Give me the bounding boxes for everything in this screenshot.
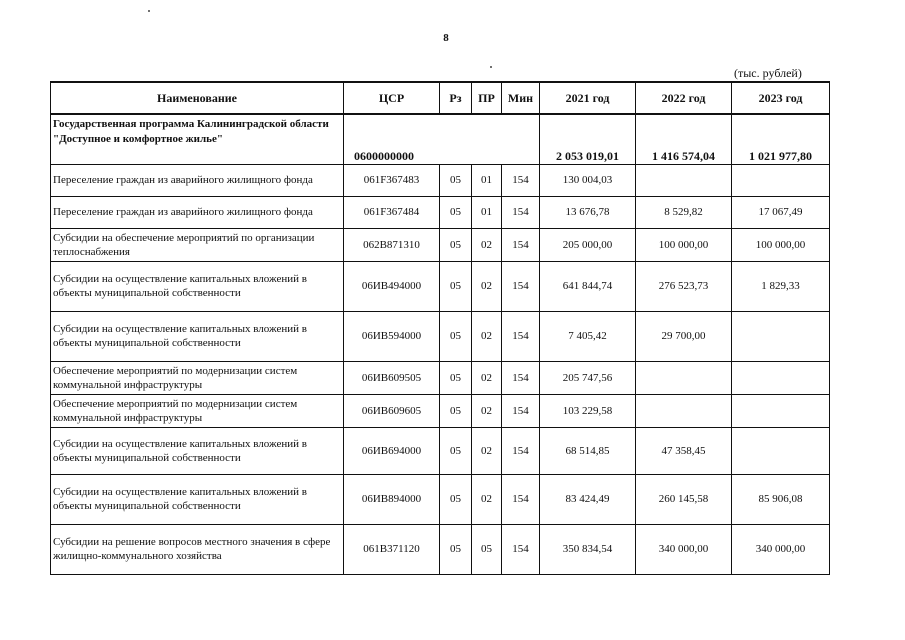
row-2021: 103 229,58 bbox=[540, 394, 636, 427]
col-header-rz: Рз bbox=[440, 82, 472, 114]
row-csr: 061В371120 bbox=[344, 524, 440, 574]
row-2022: 260 145,58 bbox=[636, 474, 732, 524]
table-row bbox=[51, 311, 830, 361]
table-row bbox=[51, 361, 830, 394]
col-header-min: Мин bbox=[502, 82, 540, 114]
row-name: Обеспечение мероприятий по модернизации систем коммунальной инфраструктуры bbox=[51, 361, 344, 394]
table-row bbox=[51, 228, 830, 261]
row-rz: 05 bbox=[440, 196, 472, 228]
row-name: Переселение граждан из аварийного жилищного фонда bbox=[51, 164, 344, 196]
row-2023: 340 000,00 bbox=[732, 524, 830, 574]
row-pr: 01 bbox=[472, 164, 502, 196]
col-header-2023: 2023 год bbox=[732, 82, 830, 114]
units-label: (тыс. рублей) bbox=[734, 66, 802, 80]
row-name: Субсидии на осуществление капитальных вложений в объекты муниципальной собственности bbox=[51, 427, 344, 474]
row-2022: 29 700,00 bbox=[636, 311, 732, 361]
row-csr: 061F367484 bbox=[344, 196, 440, 228]
row-min: 154 bbox=[502, 311, 540, 361]
row-rz: 05 bbox=[440, 361, 472, 394]
table-row bbox=[51, 164, 830, 196]
row-2023 bbox=[732, 361, 830, 394]
program-2021: 2 053 019,01 bbox=[540, 114, 636, 164]
row-name: Субсидии на осуществление капитальных вложений в объекты муниципальной собственности bbox=[51, 311, 344, 361]
col-header-csr: ЦСР bbox=[344, 82, 440, 114]
row-2023: 100 000,00 bbox=[732, 228, 830, 261]
row-pr: 02 bbox=[472, 228, 502, 261]
program-min bbox=[502, 114, 540, 164]
row-min: 154 bbox=[502, 196, 540, 228]
row-2021: 130 004,03 bbox=[540, 164, 636, 196]
row-min: 154 bbox=[502, 261, 540, 311]
col-header-name: Наименование bbox=[51, 82, 344, 114]
budget-table bbox=[50, 81, 830, 575]
row-2021: 205 000,00 bbox=[540, 228, 636, 261]
row-min: 154 bbox=[502, 228, 540, 261]
row-2022: 8 529,82 bbox=[636, 196, 732, 228]
table-row bbox=[51, 427, 830, 474]
row-rz: 05 bbox=[440, 427, 472, 474]
row-pr: 01 bbox=[472, 196, 502, 228]
row-rz: 05 bbox=[440, 474, 472, 524]
row-min: 154 bbox=[502, 164, 540, 196]
scan-speck bbox=[148, 10, 150, 12]
row-pr: 02 bbox=[472, 361, 502, 394]
row-pr: 02 bbox=[472, 261, 502, 311]
row-2021: 205 747,56 bbox=[540, 361, 636, 394]
row-min: 154 bbox=[502, 524, 540, 574]
row-rz: 05 bbox=[440, 311, 472, 361]
header-row bbox=[51, 82, 830, 114]
page-number: 8 bbox=[443, 32, 449, 44]
row-rz: 05 bbox=[440, 394, 472, 427]
row-min: 154 bbox=[502, 427, 540, 474]
row-pr: 02 bbox=[472, 427, 502, 474]
row-pr: 02 bbox=[472, 311, 502, 361]
row-2023 bbox=[732, 311, 830, 361]
row-name: Субсидии на обеспечение мероприятий по организации теплоснабжения bbox=[51, 228, 344, 261]
row-name: Субсидии на осуществление капитальных вложений в объекты муниципальной собственности bbox=[51, 261, 344, 311]
program-name: Государственная программа Калининградской области "Доступное и комфортное жилье" bbox=[51, 114, 344, 164]
table-row bbox=[51, 474, 830, 524]
row-2022 bbox=[636, 361, 732, 394]
table-row bbox=[51, 394, 830, 427]
row-rz: 05 bbox=[440, 164, 472, 196]
program-pr bbox=[472, 114, 502, 164]
row-2022 bbox=[636, 394, 732, 427]
table-row bbox=[51, 196, 830, 228]
row-pr: 02 bbox=[472, 394, 502, 427]
col-header-2022: 2022 год bbox=[636, 82, 732, 114]
row-csr: 06ИВ894000 bbox=[344, 474, 440, 524]
row-2022: 340 000,00 bbox=[636, 524, 732, 574]
row-min: 154 bbox=[502, 474, 540, 524]
row-2022: 276 523,73 bbox=[636, 261, 732, 311]
program-rz bbox=[440, 114, 472, 164]
row-2021: 641 844,74 bbox=[540, 261, 636, 311]
row-csr: 061F367483 bbox=[344, 164, 440, 196]
row-2023: 85 906,08 bbox=[732, 474, 830, 524]
row-csr: 06ИВ494000 bbox=[344, 261, 440, 311]
row-rz: 05 bbox=[440, 261, 472, 311]
program-row bbox=[51, 114, 830, 164]
col-header-2021: 2021 год bbox=[540, 82, 636, 114]
row-2022 bbox=[636, 164, 732, 196]
col-header-pr: ПР bbox=[472, 82, 502, 114]
row-min: 154 bbox=[502, 361, 540, 394]
row-csr: 06ИВ609505 bbox=[344, 361, 440, 394]
row-2021: 68 514,85 bbox=[540, 427, 636, 474]
row-2023 bbox=[732, 164, 830, 196]
row-2022: 100 000,00 bbox=[636, 228, 732, 261]
row-pr: 05 bbox=[472, 524, 502, 574]
row-name: Переселение граждан из аварийного жилищного фонда bbox=[51, 196, 344, 228]
row-2023 bbox=[732, 394, 830, 427]
row-name: Субсидии на решение вопросов местного значения в сфере жилищно-коммунального хозяйства bbox=[51, 524, 344, 574]
program-2023: 1 021 977,80 bbox=[732, 114, 830, 164]
row-2023 bbox=[732, 427, 830, 474]
row-csr: 06ИВ594000 bbox=[344, 311, 440, 361]
scan-speck bbox=[490, 66, 492, 68]
table-row bbox=[51, 524, 830, 574]
row-2021: 7 405,42 bbox=[540, 311, 636, 361]
row-csr: 06ИВ609605 bbox=[344, 394, 440, 427]
row-2021: 83 424,49 bbox=[540, 474, 636, 524]
row-2021: 13 676,78 bbox=[540, 196, 636, 228]
row-2022: 47 358,45 bbox=[636, 427, 732, 474]
program-csr: 0600000000 bbox=[344, 114, 440, 164]
row-csr: 062В871310 bbox=[344, 228, 440, 261]
row-rz: 05 bbox=[440, 524, 472, 574]
row-2021: 350 834,54 bbox=[540, 524, 636, 574]
row-name: Обеспечение мероприятий по модернизации систем коммунальной инфраструктуры bbox=[51, 394, 344, 427]
row-2023: 17 067,49 bbox=[732, 196, 830, 228]
row-name: Субсидии на осуществление капитальных вложений в объекты муниципальной собственности bbox=[51, 474, 344, 524]
program-2022: 1 416 574,04 bbox=[636, 114, 732, 164]
row-min: 154 bbox=[502, 394, 540, 427]
row-csr: 06ИВ694000 bbox=[344, 427, 440, 474]
table-row bbox=[51, 261, 830, 311]
row-rz: 05 bbox=[440, 228, 472, 261]
row-2023: 1 829,33 bbox=[732, 261, 830, 311]
row-pr: 02 bbox=[472, 474, 502, 524]
